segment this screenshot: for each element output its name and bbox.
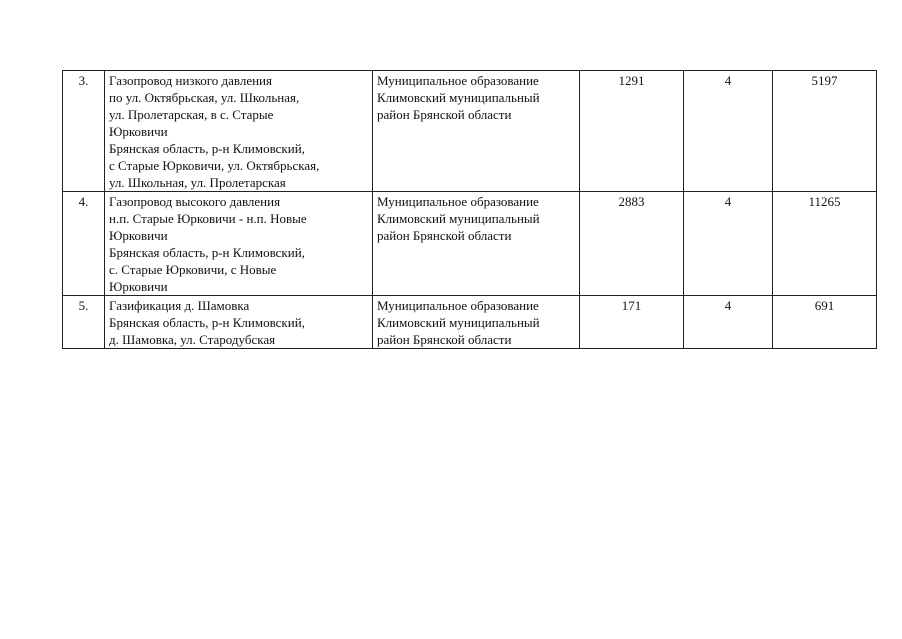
table-row: [63, 71, 877, 192]
object-name-line: н.п. Старые Юрковичи - н.п. Новые: [109, 211, 307, 226]
owner-cell: [373, 192, 580, 296]
owner-line: Климовский муниципальный: [377, 211, 540, 226]
table-row: [63, 192, 877, 296]
owner-line: Муниципальное образование: [377, 73, 539, 88]
object-name-cell: [105, 192, 373, 296]
owner-cell: [373, 296, 580, 349]
object-name-line: с. Старые Юрковичи, с Новые: [109, 262, 277, 277]
category-cell: 4: [684, 296, 773, 349]
owner-line: район Брянской области: [377, 332, 512, 347]
object-name-line: ул. Пролетарская, в с. Старые: [109, 107, 274, 122]
table-row: [63, 296, 877, 349]
row-number: 4.: [63, 192, 105, 296]
category-cell: 4: [684, 71, 773, 192]
object-name-line: Брянская область, р-н Климовский,: [109, 141, 305, 156]
object-name-line: Газопровод высокого давления: [109, 194, 281, 209]
object-name-line: Юрковичи: [109, 124, 168, 139]
object-name-line: Юрковичи: [109, 279, 168, 294]
owner-line: Климовский муниципальный: [377, 315, 540, 330]
owner-cell: [373, 71, 580, 192]
owner-line: район Брянской области: [377, 107, 512, 122]
object-name-line: Юрковичи: [109, 228, 168, 243]
length-cell: 2883: [580, 192, 684, 296]
row-number: 3.: [63, 71, 105, 192]
object-name-line: Брянская область, р-н Климовский,: [109, 315, 305, 330]
owner-line: Муниципальное образование: [377, 298, 539, 313]
row-number: 5.: [63, 296, 105, 349]
object-name-line: Газификация д. Шамовка: [109, 298, 250, 313]
object-name-line: ул. Школьная, ул. Пролетарская: [109, 175, 286, 190]
owner-line: район Брянской области: [377, 228, 512, 243]
category-cell: 4: [684, 192, 773, 296]
object-name-line: д. Шамовка, ул. Стародубская: [109, 332, 276, 347]
object-name-line: Брянская область, р-н Климовский,: [109, 245, 305, 260]
value-cell: 11265: [773, 192, 877, 296]
object-name-cell: [105, 296, 373, 349]
object-name-line: Газопровод низкого давления: [109, 73, 272, 88]
object-name-cell: [105, 71, 373, 192]
gas-pipeline-table: [62, 70, 877, 349]
owner-line: Климовский муниципальный: [377, 90, 540, 105]
length-cell: 171: [580, 296, 684, 349]
length-cell: 1291: [580, 71, 684, 192]
owner-line: Муниципальное образование: [377, 194, 539, 209]
value-cell: 691: [773, 296, 877, 349]
object-name-line: с Старые Юрковичи, ул. Октябрьская,: [109, 158, 320, 173]
object-name-line: по ул. Октябрьская, ул. Школьная,: [109, 90, 300, 105]
value-cell: 5197: [773, 71, 877, 192]
